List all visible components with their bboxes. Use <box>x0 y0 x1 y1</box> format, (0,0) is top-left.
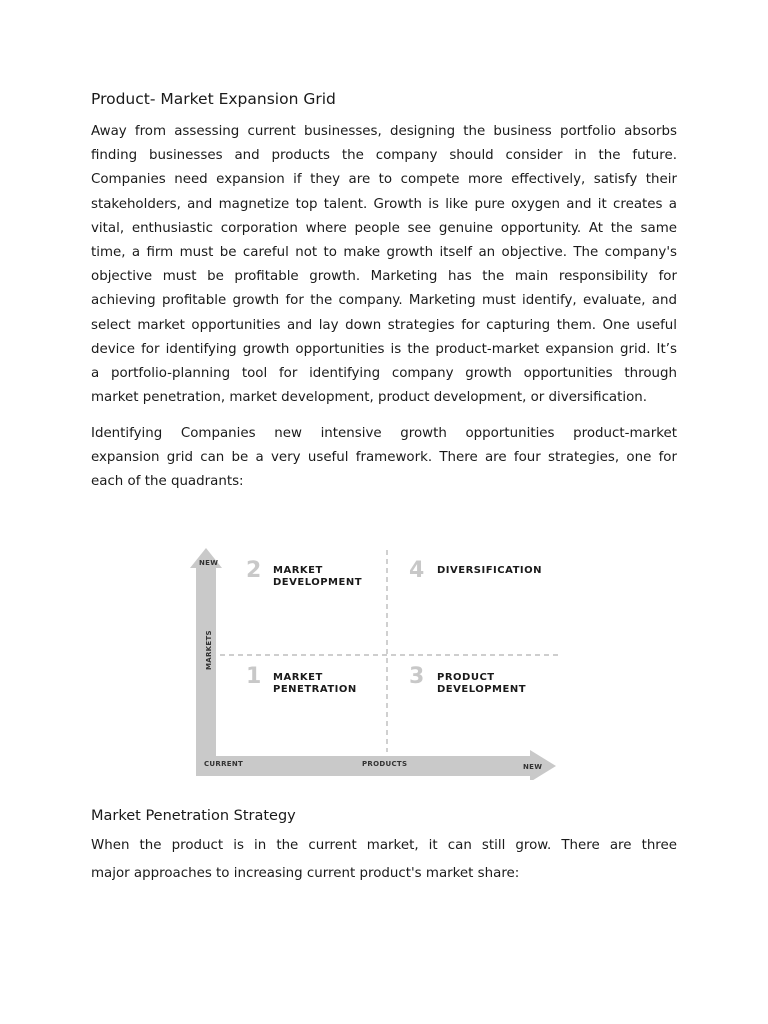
x-axis-right-label: NEW <box>523 763 543 771</box>
text-line: expansion grid can be a very useful framework. There are four strategies, one for <box>91 450 677 466</box>
text-line: Away from assessing current businesses, designing the business portfolio absorbs <box>91 124 677 139</box>
y-axis-label: MARKETS <box>205 630 213 670</box>
quadrant-number: 4 <box>409 558 425 583</box>
intro-paragraph <box>91 120 677 410</box>
text-line: vital, enthusiastic corporation where people see genuine opportunity. At the same <box>91 220 677 236</box>
quadrant-label: MARKET <box>273 672 323 683</box>
page-title: Product- Market Expansion Grid <box>91 90 336 108</box>
quadrant-label: PENETRATION <box>273 684 357 695</box>
y-axis-top-label: NEW <box>199 559 219 567</box>
text-line: select market opportunities and lay down strategies for capturing them. One useful <box>91 317 677 333</box>
text-line: each of the quadrants: <box>91 474 244 490</box>
text-line: achieving profitable growth for the company. Marketing must identify, evaluate, and <box>91 293 677 309</box>
text-line: finding businesses and products the company should consider in the future. <box>91 148 677 164</box>
expansion-grid-svg <box>190 540 570 780</box>
quadrant-number: 1 <box>246 664 262 689</box>
text-line: objective must be profitable growth. Marketing has the main responsibility for <box>91 269 677 285</box>
text-line: Companies need expansion if they are to compete more effectively, satisfy their <box>91 172 677 188</box>
text-line: a portfolio-planning tool for identifying company growth opportunities through <box>91 366 677 382</box>
quadrant-label: PRODUCT <box>437 672 495 683</box>
section-heading: Market Penetration Strategy <box>91 808 296 824</box>
x-axis-left-label: CURRENT <box>204 760 244 768</box>
quadrant-number: 3 <box>409 664 425 689</box>
x-axis-label: PRODUCTS <box>362 760 408 768</box>
text-line: Identifying Companies new intensive growth opportunities product-market <box>91 426 677 441</box>
quadrant-label: DIVERSIFICATION <box>437 565 542 576</box>
text-line: time, a firm must be careful not to make growth itself an objective. The company's <box>91 245 677 261</box>
text-line: market penetration, market development, product development, or diversification. <box>91 390 648 406</box>
text-line: device for identifying growth opportunities is the product-market expansion grid. It’s <box>91 341 677 357</box>
quadrant-label: DEVELOPMENT <box>437 684 527 695</box>
text-line: When the product is in the current market, it can still grow. There are three <box>91 838 677 853</box>
framework-paragraph <box>91 422 677 495</box>
text-line: major approaches to increasing current product's market share: <box>91 866 520 881</box>
quadrant-label: MARKET <box>273 565 323 576</box>
quadrant-label: DEVELOPMENT <box>273 577 363 588</box>
text-line: stakeholders, and magnetize top talent. Growth is like pure oxygen and it creates a <box>91 196 677 212</box>
expansion-grid-figure <box>190 540 570 780</box>
quadrant-number: 2 <box>246 558 262 583</box>
penetration-paragraph <box>91 832 677 888</box>
